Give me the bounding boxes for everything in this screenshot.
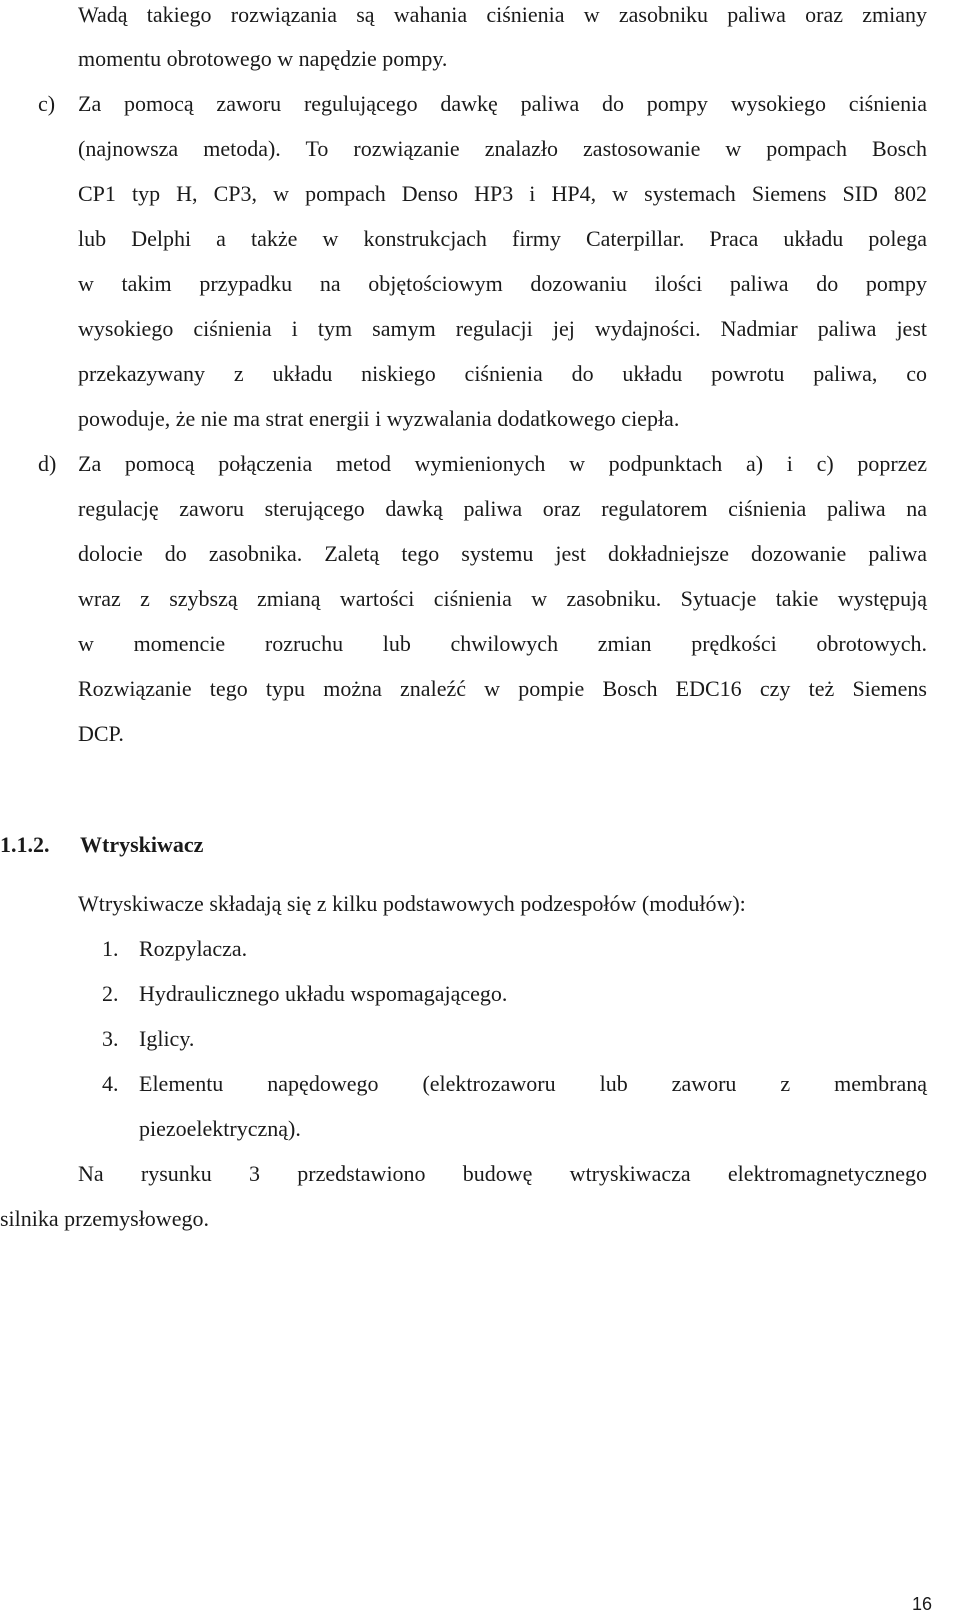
paragraph-line: Za pomocą zaworu regulującego dawkę paliwa do pompy wysokiego ciśnienia bbox=[78, 91, 927, 116]
list-item bbox=[0, 979, 960, 1009]
list-item-text: piezoelektryczną). bbox=[139, 1116, 301, 1141]
paragraph-line: Wadą takiego rozwiązania są wahania ciśnienia w zasobniku paliwa oraz zmiany bbox=[78, 2, 927, 27]
text-line bbox=[0, 404, 960, 434]
text-line bbox=[0, 359, 960, 389]
list-marker: 4. bbox=[102, 1071, 119, 1096]
list-item-text: Hydraulicznego układu wspomagającego. bbox=[139, 981, 508, 1006]
text-line bbox=[0, 629, 960, 659]
text-line bbox=[0, 1114, 960, 1144]
paragraph-line: momentu obrotowego w napędzie pompy. bbox=[78, 46, 448, 71]
list-item-text: Elementu napędowego (elektrozaworu lub zaworu z membraną bbox=[139, 1071, 927, 1096]
list-item bbox=[0, 1069, 960, 1099]
text-line bbox=[0, 224, 960, 254]
list-marker: 2. bbox=[102, 981, 119, 1006]
text-line bbox=[0, 719, 960, 749]
list-item-text: Rozpylacza. bbox=[139, 936, 248, 961]
paragraph-line: lub Delphi a także w konstrukcjach firmy Caterpillar. Praca układu polega bbox=[78, 226, 927, 251]
list-marker: 3. bbox=[102, 1026, 119, 1051]
text-line bbox=[0, 269, 960, 299]
intro-text: Wtryskiwacze składają się z kilku podstawowych podzespołów (modułów): bbox=[78, 891, 746, 916]
list-item bbox=[0, 934, 960, 964]
page-number: 16 bbox=[911, 1594, 932, 1614]
list-marker: d) bbox=[38, 451, 57, 476]
text-line bbox=[0, 0, 960, 30]
text-line bbox=[0, 889, 960, 919]
paragraph-line: powoduje, że nie ma strat energii i wyzwalania dodatkowego ciepła. bbox=[78, 406, 680, 431]
text-line bbox=[0, 674, 960, 704]
text-line bbox=[0, 539, 960, 569]
paragraph-line: Rozwiązanie tego typu można znaleźć w pompie Bosch EDC16 czy też Siemens bbox=[78, 676, 927, 701]
paragraph-line: w takim przypadku na objętościowym dozowaniu ilości paliwa do pompy bbox=[78, 271, 927, 296]
text-line bbox=[0, 179, 960, 209]
paragraph-line: CP1 typ H, CP3, w pompach Denso HP3 i HP4, w systemach Siemens SID 802 bbox=[78, 181, 927, 206]
paragraph-line: regulację zaworu sterującego dawką paliwa oraz regulatorem ciśnienia paliwa na bbox=[78, 496, 927, 521]
list-item-c bbox=[0, 89, 960, 119]
paragraph-line: Za pomocą połączenia metod wymienionych w podpunktach a) i c) poprzez bbox=[78, 451, 927, 476]
text-line bbox=[0, 584, 960, 614]
paragraph-line: Na rysunku 3 przedstawiono budowę wtryskiwacza elektromagnetycznego bbox=[78, 1161, 927, 1186]
text-line bbox=[0, 1159, 960, 1189]
text-line bbox=[0, 314, 960, 344]
paragraph-line: silnika przemysłowego. bbox=[0, 1206, 209, 1231]
list-item-d bbox=[0, 449, 960, 479]
text-line bbox=[0, 134, 960, 164]
paragraph-line: wysokiego ciśnienia i tym samym regulacji jej wydajności. Nadmiar paliwa jest bbox=[78, 316, 927, 341]
section-title: Wtryskiwacz bbox=[80, 832, 204, 857]
paragraph-line: (najnowsza metoda). To rozwiązanie znalazło zastosowanie w pompach Bosch bbox=[78, 136, 927, 161]
list-item bbox=[0, 1024, 960, 1054]
paragraph-line: przekazywany z układu niskiego ciśnienia do układu powrotu paliwa, co bbox=[78, 361, 927, 386]
list-marker: 1. bbox=[102, 936, 119, 961]
text-line bbox=[0, 44, 960, 74]
text-line bbox=[0, 1204, 960, 1234]
text-line bbox=[0, 494, 960, 524]
list-item-text: Iglicy. bbox=[139, 1026, 195, 1051]
paragraph-line: wraz z szybszą zmianą wartości ciśnienia w zasobniku. Sytuacje takie występują bbox=[78, 586, 927, 611]
paragraph-line: DCP. bbox=[78, 721, 124, 746]
section-number: 1.1.2. bbox=[0, 832, 50, 857]
list-marker: c) bbox=[38, 91, 56, 116]
paragraph-line: dolocie do zasobnika. Zaletą tego systemu jest dokładniejsze dozowanie paliwa bbox=[78, 541, 927, 566]
paragraph-line: w momencie rozruchu lub chwilowych zmian prędkości obrotowych. bbox=[78, 631, 927, 656]
